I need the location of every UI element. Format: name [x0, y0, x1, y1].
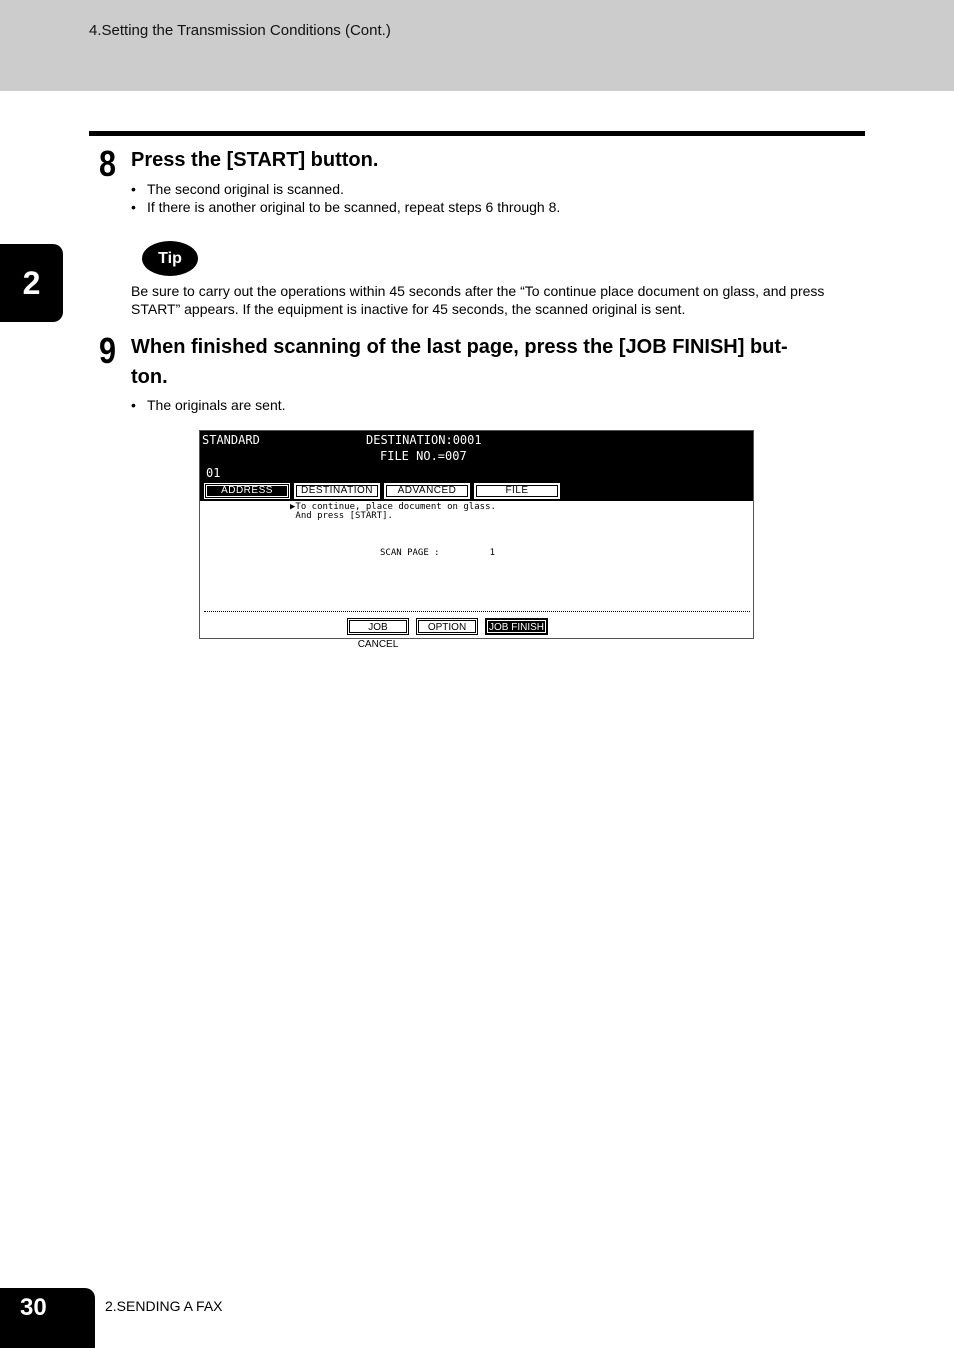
tip-badge: Tip	[142, 241, 198, 276]
lcd-counter: 01	[206, 466, 221, 480]
job-cancel-button[interactable]: JOB CANCEL	[347, 618, 409, 635]
lcd-message-line2: And press [START].	[290, 511, 393, 521]
list-item: • The originals are sent.	[131, 396, 286, 414]
tab-destination[interactable]: DESTINATION	[294, 483, 380, 499]
lcd-screen	[199, 430, 754, 650]
step-9-title-line2: ton.	[131, 366, 168, 388]
step-9-title-line1: When finished scanning of the last page, press the [JOB FINISH] but-	[131, 336, 788, 358]
section-rule	[89, 131, 865, 136]
chapter-tab: 2	[0, 244, 63, 322]
footer-section-label: 2.SENDING A FAX	[105, 1298, 223, 1314]
tip-text: Be sure to carry out the operations within 45 seconds after the “To continue place document on glass, and press START” appears. If the equipment is inactive for 45 seconds, the scanned original is sent.	[131, 283, 825, 317]
job-finish-button[interactable]: JOB FINISH	[485, 618, 548, 635]
option-button[interactable]: OPTION	[416, 618, 478, 635]
step-9-title	[131, 332, 788, 392]
page-header-title: 4.Setting the Transmission Conditions (Cont.)	[89, 22, 391, 39]
step-9-bullets	[131, 396, 286, 414]
step-9-number: 9	[99, 330, 116, 371]
step-8-number: 8	[99, 143, 116, 184]
lcd-scan-page	[380, 548, 495, 558]
list-item: • The second original is scanned.	[131, 180, 560, 198]
list-item: • If there is another original to be scanned, repeat steps 6 through 8.	[131, 198, 560, 216]
lcd-divider	[204, 611, 750, 612]
lcd-mode: STANDARD	[202, 433, 260, 447]
step-8-title: Press the [START] button.	[131, 149, 379, 171]
tab-advanced[interactable]: ADVANCED	[384, 483, 470, 499]
tab-file[interactable]: FILE	[474, 483, 560, 499]
tab-address[interactable]: ADDRESS	[204, 483, 290, 499]
lcd-tab-bar	[204, 483, 560, 499]
lcd-status-area	[200, 431, 753, 501]
lcd-file-no: FILE NO.=007	[380, 449, 467, 463]
step-8-bullets	[131, 180, 560, 216]
lcd-message-line1: ▶To continue, place document on glass.	[290, 502, 496, 512]
lcd-message	[290, 503, 496, 521]
scan-page-label: SCAN PAGE :	[380, 548, 440, 558]
scan-page-value: 1	[489, 548, 496, 558]
header-band	[0, 0, 954, 91]
lcd-destination: DESTINATION:0001	[366, 433, 482, 447]
page-number-tab	[0, 1288, 95, 1348]
page-number: 30	[20, 1294, 47, 1321]
